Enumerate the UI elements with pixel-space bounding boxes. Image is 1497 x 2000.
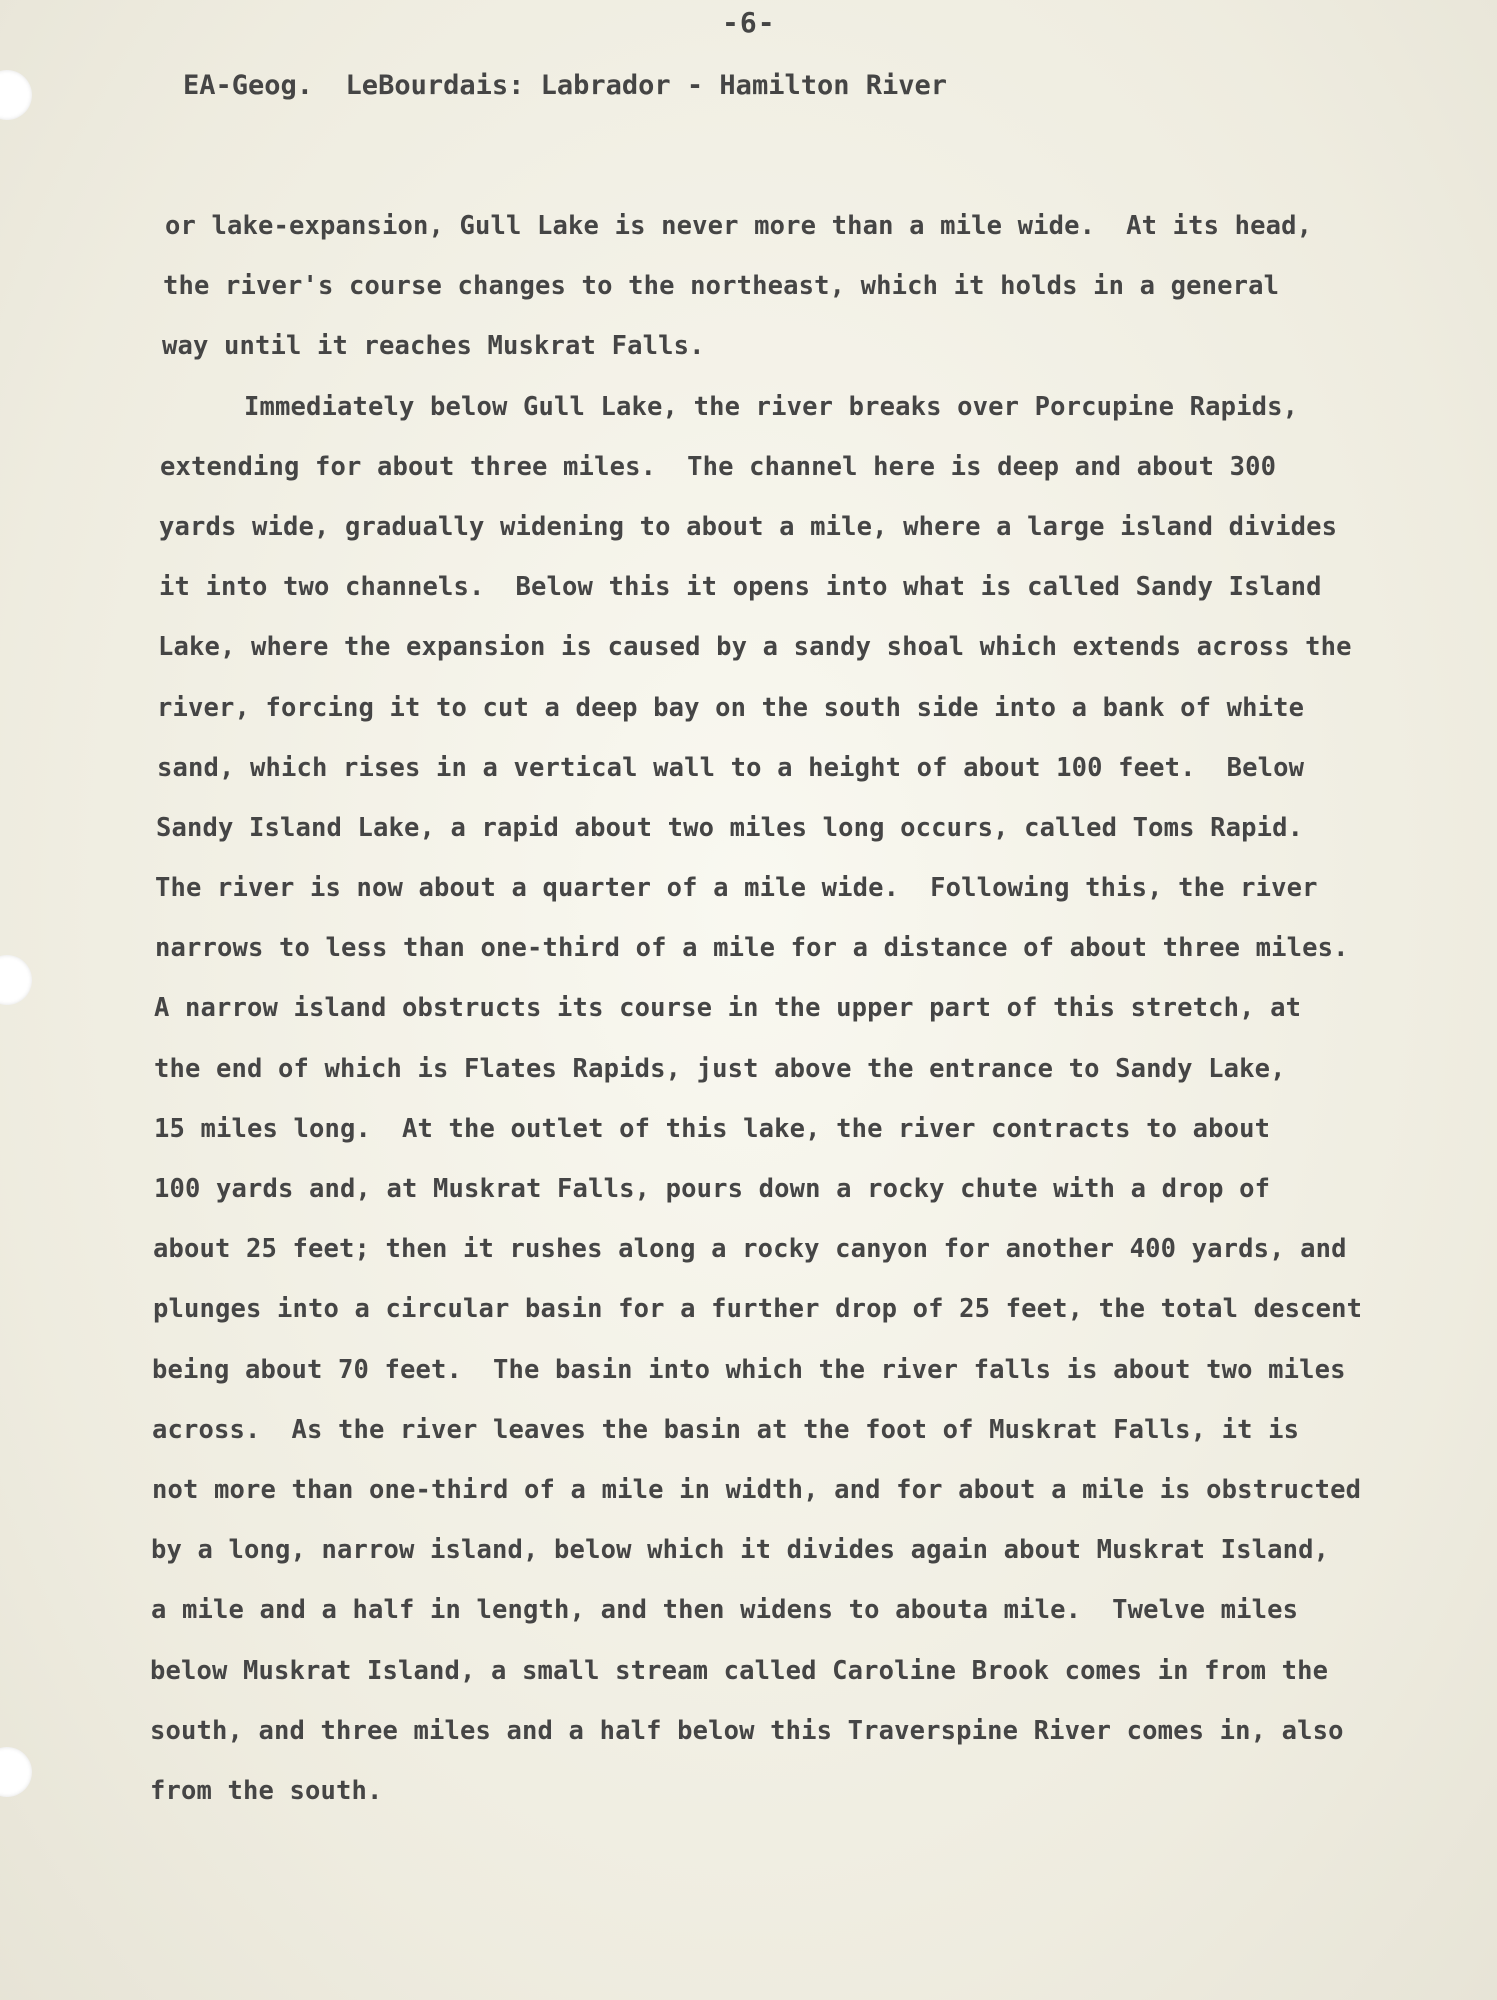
text-line: way until it reaches Muskrat Falls. bbox=[162, 331, 705, 362]
text-line: below Muskrat Island, a small stream called Caroline Brook comes in from the bbox=[150, 1655, 1329, 1686]
text-line: it into two channels. Below this it opens into what is called Sandy Island bbox=[159, 572, 1322, 603]
text-line: extending for about three miles. The channel here is deep and about 300 bbox=[160, 451, 1277, 482]
page-number: -6- bbox=[722, 6, 776, 39]
text-line: 15 miles long. At the outlet of this lake, the river contracts to about bbox=[154, 1113, 1271, 1144]
text-line: not more than one-third of a mile in width, and for about a mile is obstructed bbox=[152, 1474, 1362, 1505]
document-header: EA-Geog. LeBourdais: Labrador - Hamilton River bbox=[183, 70, 948, 101]
punch-hole bbox=[0, 955, 32, 1005]
text-line: Sandy Island Lake, a rapid about two miles long occurs, called Toms Rapid. bbox=[156, 812, 1304, 843]
text-line: Immediately below Gull Lake, the river breaks over Porcupine Rapids, bbox=[244, 391, 1299, 422]
text-line: plunges into a circular basin for a further drop of 25 feet, the total descent bbox=[153, 1294, 1363, 1325]
text-line: Lake, where the expansion is caused by a sandy shoal which extends across the bbox=[158, 632, 1352, 663]
text-line: the end of which is Flates Rapids, just above the entrance to Sandy Lake, bbox=[154, 1053, 1286, 1084]
text-line: by a long, narrow island, below which it divides again about Muskrat Island, bbox=[151, 1535, 1330, 1566]
text-line: river, forcing it to cut a deep bay on the south side into a bank of white bbox=[157, 692, 1305, 723]
text-line: A narrow island obstructs its course in the upper part of this stretch, at bbox=[154, 993, 1302, 1024]
text-line: about 25 feet; then it rushes along a rocky canyon for another 400 yards, and bbox=[153, 1234, 1347, 1265]
text-line: narrows to less than one-third of a mile for a distance of about three miles. bbox=[155, 933, 1349, 964]
text-line: a mile and a half in length, and then widens to abouta mile. Twelve miles bbox=[151, 1595, 1299, 1626]
body-text bbox=[150, 196, 1390, 1821]
punch-hole bbox=[0, 1747, 32, 1797]
text-line: sand, which rises in a vertical wall to a height of about 100 feet. Below bbox=[157, 752, 1305, 783]
punch-hole bbox=[0, 70, 32, 120]
text-line: across. As the river leaves the basin at the foot of Muskrat Falls, it is bbox=[152, 1414, 1300, 1445]
text-line: or lake-expansion, Gull Lake is never more than a mile wide. At its head, bbox=[165, 211, 1313, 241]
text-line: 100 yards and, at Muskrat Falls, pours down a rocky chute with a drop of bbox=[154, 1174, 1271, 1204]
text-line: south, and three miles and a half below this Traverspine River comes in, also bbox=[150, 1715, 1344, 1746]
text-line: The river is now about a quarter of a mile wide. Following this, the river bbox=[155, 873, 1318, 904]
text-line: the river's course changes to the northeast, which it holds in a general bbox=[163, 271, 1280, 302]
text-line: being about 70 feet. The basin into which the river falls is about two miles bbox=[152, 1354, 1346, 1385]
text-line: from the south. bbox=[150, 1775, 383, 1806]
text-line: yards wide, gradually widening to about a mile, where a large island divides bbox=[159, 511, 1338, 542]
